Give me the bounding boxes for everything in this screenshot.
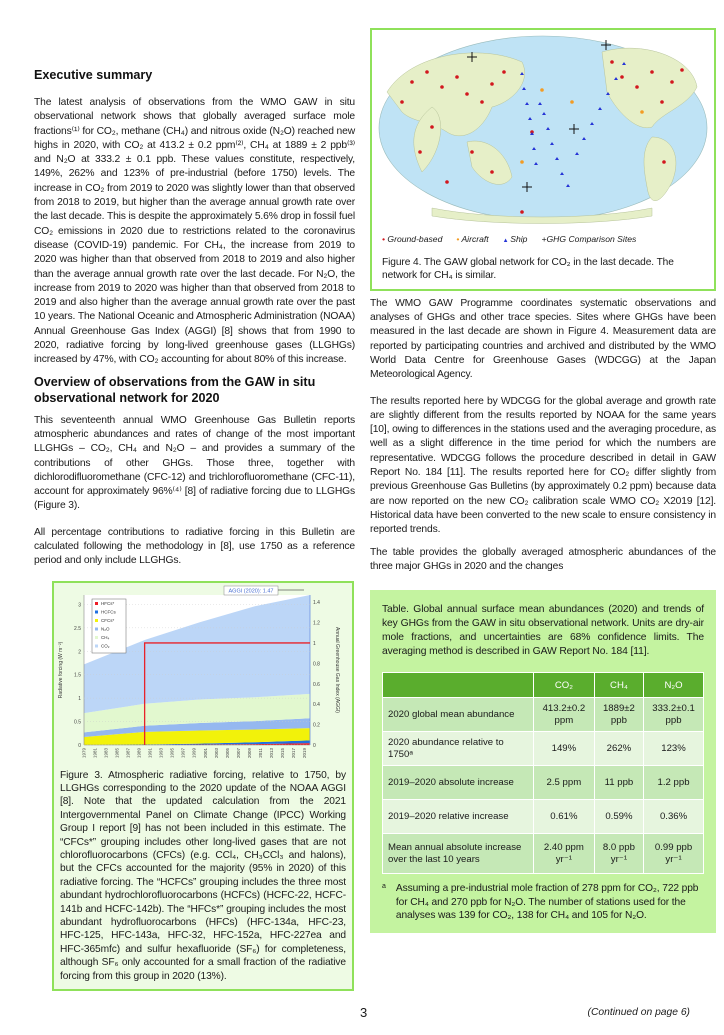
x-tick-label: 1985 [114, 747, 120, 758]
x-tick-label: 1991 [147, 747, 153, 758]
table-row: 2019–2020 relative increase 0.61% 0.59% 0.36% [383, 800, 704, 834]
table-caption: Table. Global annual surface mean abundances (2020) and trends of key GHGs from the GAW in situ observational network. Units are dry-air mole fractions, and uncertainties are 68% confidence limits. The averaging method is described in GAW Report No. 184 [11]. [382, 604, 704, 657]
legend-label: CH₄ [101, 634, 110, 640]
x-tick-label: 1989 [136, 747, 142, 758]
x-tick-label: 2017 [290, 747, 296, 758]
table-row: Mean annual absolute increase over the last 10 years 2.40 ppm yr⁻¹ 8.0 ppb yr⁻¹ 0.99 ppb yr⁻¹ [383, 834, 704, 874]
y2-tick-label: 0.2 [313, 722, 320, 729]
red-dot-icon: • [382, 234, 388, 244]
table-footnote: Assuming a pre-industrial mole fraction of 278 ppm for CO₂, 722 ppb for CH₄ and 270 ppb for N₂O. The number of stations used for the analyses was 139 for CO₂, 138 for CH₄ and 105 for N₂O. [395, 883, 699, 922]
x-tick-label: 1979 [81, 747, 87, 758]
x-tick-label: 2007 [235, 747, 241, 758]
blue-triangle-icon: ▲ [502, 238, 511, 244]
table-footnote-row [382, 882, 704, 922]
percentage-note-text: All percentage contributions to radiative forcing in this Bulletin are calculated following the methodology in [8], use 1750 as a reference period and only include LLGHGs. [34, 526, 355, 567]
y-tick-label: 0.5 [74, 719, 81, 726]
wdcgg-results-text: The results reported here by WDCGG for the global average and growth rate are slightly different from the results reported by NOAA for the same years [10], owing to differences in the stations used and the averaging procedure, as well as a slight difference in the time period for which the numbers are representative. WDCGG follows the procedure described in detail in GAW Report No. 184 [11]. The results reported here for CO₂ differ slightly from previous Greenhouse Gas Bulletins (by approximately 0.2 ppm) because data are now reported on the new CO₂ calibration scale WMO CO₂ X2019 [12]. Historical data have been converted to the new scale to ensure consistency in reported trends. [370, 395, 716, 536]
legend-ship: ▲ Ship [502, 234, 528, 244]
legend-swatch [95, 636, 98, 639]
gaw-programme-text: The WMO GAW Programme coordinates systematic observations and analyses of GHGs and other trace species. Sites where GHGs have been measured in the last decade are shown in Figure 4. Measurement data are reported by participating countries and archived and distributed by the WMO World Data Centre for Greenhouse Gases (WDCGG) at the Japan Meteorological Agency. [370, 297, 716, 381]
y-tick-label: 3 [78, 601, 81, 608]
table-row: 2020 global mean abundance 413.2±0.2 ppm 1889±2 ppb 333.2±0.1 ppb [383, 698, 704, 732]
x-tick-label: 2001 [202, 747, 208, 758]
legend-comparison: +GHG Comparison Sites [541, 234, 637, 244]
figure-3-caption: Figure 3. Atmospheric radiative forcing, relative to 1750, by LLGHGs corresponding to the 2020 update of the NOAA AGGI [8]. Note that the updated calculation from the 2021 Intergovernmental Panel on Climate Change (IPCC) Working Group I report [9] has not been included in this estimate. The “CFCs*” grouping includes other long-lived gases that are not chlorofluorocarbons (CFCs) (e.g. CCl₄, CH₃CCl₃ and halons), but the CFCs accounted for the majority (95% in 2020) of this radiative forcing. The “HCFCs” grouping includes the three most abundant hydrochlorofluorocarbons (HCFCs) (HCFC-22, HCFC-141b and HCFC-142b). The “HFCs*” grouping includes the most abundant hydrofluorocarbons (HFCs) (HFC-134a, HFC-23, HFC-125, HFC-143a, HFC-32, HFC-152a, HFC-227ea and HFC-365mfc) and sulfur hexafluoride (SF₆) for completeness, although SF₆ only accounted for a small fraction of the radiative forcing from this group in 2020 (13%). [60, 769, 346, 982]
figure-3 [52, 581, 354, 992]
aggi-annotation: AGGI (2020): 1.47 [228, 588, 274, 595]
header-n2o: N₂O [644, 673, 704, 698]
legend-swatch [95, 644, 98, 647]
left-column [34, 0, 355, 991]
x-tick-label: 2015 [279, 747, 285, 758]
y-tick-label: 1 [78, 695, 81, 702]
legend-label: HCFCs [101, 609, 116, 615]
y-tick-label: 2.5 [74, 625, 81, 632]
legend-swatch [95, 602, 98, 605]
table-box [370, 590, 716, 932]
legend-label: N₂O [101, 626, 110, 632]
y2-tick-label: 0.8 [313, 660, 320, 667]
radiative-forcing-chart [54, 585, 352, 767]
x-tick-label: 1987 [125, 747, 131, 758]
header-ch4: CH₄ [594, 673, 643, 698]
figure-4 [370, 28, 716, 291]
table-header-row [383, 673, 704, 698]
footnote-mark: a [382, 883, 386, 891]
executive-summary-text: The latest analysis of observations from the WMO GAW in situ observational network shows that globally averaged surface mole fractions⁽¹⁾ for CO₂, methane (CH₄) and nitrous oxide (N₂O) reached new highs in 2020, with CO₂ at 413.2 ± 0.2 ppm⁽²⁾, CH₄ at 1889 ± 2 ppb⁽³⁾ and N₂O at 333.2 ± 0.1 ppb. These values constitute, respectively, 149%, 262% and 123% of pre-industrial (before 1750) levels. The increase in CO₂ from 2019 to 2020 was slightly lower than that observed from 2018 to 2019, but higher than the average annual growth rate over the last decade. This is despite the approximately 5.6% drop in fossil fuel CO₂ emissions in 2020 due to restrictions related to the coronavirus disease (COVID-19) pandemic. For CH₄, the increase from 2019 to 2020 was higher than that observed from 2018 to 2019 and also higher than the average annual growth rate over the last decade. For N₂O, the increase from 2019 to 2020 was higher than that observed from 2018 to 2019 and also higher than the average annual growth rate over the past 10 years. The National Oceanic and Atmospheric Administration (NOAA) Annual Greenhouse Gas Index (AGGI) [8] shows that from 1990 to 2020, radiative forcing by long-lived greenhouse gases (LLGHGs) increased by 47%, with CO₂ accounting for about 80% of this increase. [34, 97, 355, 366]
legend-swatch [95, 610, 98, 613]
x-tick-label: 1995 [169, 747, 175, 758]
continued-link[interactable]: (Continued on page 6) [587, 1007, 690, 1019]
y-tick-label: 1.5 [74, 672, 81, 679]
x-tick-label: 2005 [224, 747, 230, 758]
figure-4-caption: Figure 4. The GAW global network for CO₂ in the last decade. The network for CH₄ is similar. [382, 257, 674, 282]
x-tick-label: 2011 [257, 747, 263, 758]
map-legend [382, 234, 706, 244]
x-tick-label: 2019 [301, 747, 307, 758]
overview-text: This seventeenth annual WMO Greenhouse Gas Bulletin reports atmospheric abundances and rates of change of the most important LLGHGs – CO₂, CH₄ and N₂O – and provides a summary of the contributions of other GHGs. Those three, together with dichlorodifluoromethane (CFC-12) and trichlorofluoromethane (CFC-11), account for approximately 96%⁽⁴⁾ [8] of radiative forcing due to LLGHGs (Figure 3). [34, 414, 355, 512]
y-axis-label: Radiative forcing (W m⁻²) [58, 641, 64, 698]
page-number: 3 [360, 1005, 368, 1021]
x-tick-label: 1997 [180, 747, 186, 758]
legend-swatch [95, 619, 98, 622]
y-tick-label: 0 [78, 742, 81, 749]
legend-ground-based: • Ground-based [382, 234, 443, 244]
table-row: 2020 abundance relative to 1750ᵃ 149% 262% 123% [383, 732, 704, 766]
y2-tick-label: 0.4 [313, 701, 320, 708]
x-tick-label: 1999 [191, 747, 197, 758]
x-tick-label: 1983 [103, 747, 109, 758]
plus-icon: + [541, 234, 547, 244]
legend-label: HFCs* [101, 600, 115, 606]
y2-tick-label: 0 [313, 742, 316, 749]
legend-label: CFCs* [101, 617, 115, 623]
x-tick-label: 2003 [213, 747, 219, 758]
y-tick-label: 2 [78, 648, 81, 655]
executive-summary-heading: Executive summary [34, 68, 153, 82]
legend-swatch [95, 627, 98, 630]
table-row: 2019–2020 absolute increase 2.5 ppm 11 ppb 1.2 ppb [383, 766, 704, 800]
y2-tick-label: 1.4 [313, 599, 320, 606]
header-co2: CO₂ [534, 673, 595, 698]
x-tick-label: 1993 [158, 747, 164, 758]
x-tick-label: 2013 [268, 747, 274, 758]
y2-tick-label: 1 [313, 640, 316, 647]
gaw-network-map [372, 32, 714, 232]
legend-label: CO₂ [101, 643, 110, 649]
y2-tick-label: 0.6 [313, 681, 320, 688]
ghg-table [382, 672, 704, 874]
x-tick-label: 1981 [92, 747, 98, 758]
overview-heading: Overview of observations from the GAW in situ observational network for 2020 [34, 374, 316, 405]
orange-dot-icon: • [456, 234, 462, 244]
page-footer [0, 1005, 724, 1035]
x-tick-label: 2009 [246, 747, 252, 758]
y2-axis-label: Annual Greenhouse Gas Index (AGGI) [334, 626, 340, 713]
y2-tick-label: 1.2 [313, 620, 320, 627]
legend-aircraft: • Aircraft [456, 234, 489, 244]
right-column [370, 0, 716, 933]
table-intro-text: The table provides the globally averaged atmospheric abundances of the three major GHGs in 2020 and the changes [370, 546, 716, 572]
